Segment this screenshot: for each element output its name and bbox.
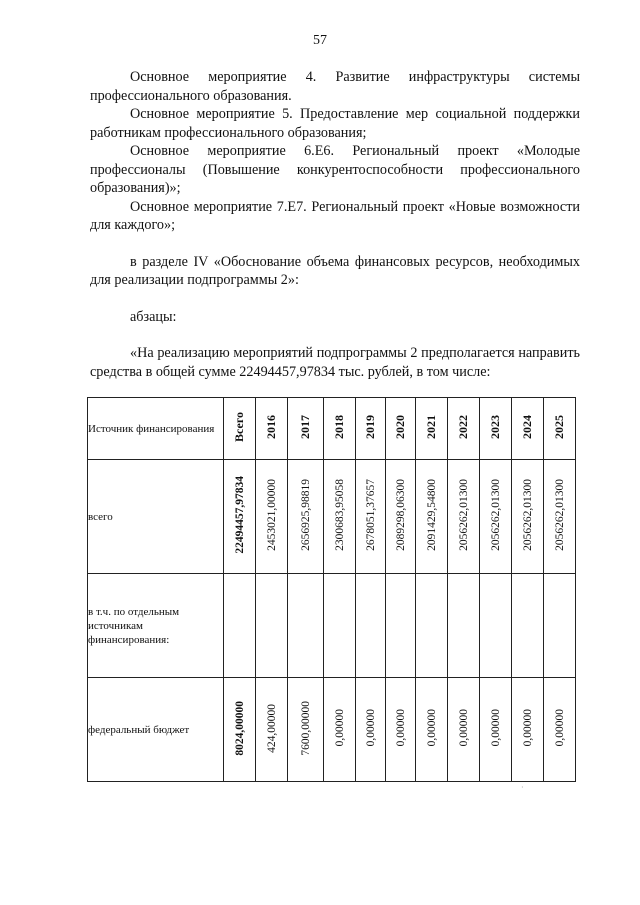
cell-value bbox=[256, 574, 288, 678]
cell-value: 2056262,01300 bbox=[457, 479, 470, 551]
paragraph: Основное мероприятие 6.Е6. Региональный проект «Молодые профессионалы (Повышение конкурентоспособности профессионального образования)»; bbox=[90, 143, 580, 196]
paragraph: в разделе IV «Обоснование объема финансовых ресурсов, необходимых для реализации подпрограммы 2»: bbox=[90, 253, 580, 288]
header-year: 2024 bbox=[520, 415, 534, 439]
cell-value bbox=[512, 574, 544, 678]
header-year: 2016 bbox=[264, 415, 278, 439]
table-row bbox=[88, 460, 576, 574]
cell-value: 2300683,95058 bbox=[333, 479, 346, 551]
cell-value bbox=[288, 574, 324, 678]
cell-value: 0,00000 bbox=[521, 709, 534, 747]
row-label: всего bbox=[88, 460, 224, 574]
header-year: 2021 bbox=[424, 415, 438, 439]
table-header-row bbox=[88, 398, 576, 460]
cell-value: 2056262,01300 bbox=[489, 479, 502, 551]
cell-value: 2453021,00000 bbox=[265, 479, 278, 551]
cell-total: 22494457,97834 bbox=[233, 476, 246, 554]
header-year: 2022 bbox=[456, 415, 470, 439]
cell-value: 2089298,06300 bbox=[394, 479, 407, 551]
cell-value: 424,00000 bbox=[265, 703, 278, 753]
paragraph: Основное мероприятие 7.Е7. Региональный проект «Новые возможности для каждого»; bbox=[90, 198, 580, 233]
header-year: 2020 bbox=[393, 415, 407, 439]
cell-value: 0,00000 bbox=[457, 709, 470, 747]
header-year: 2019 bbox=[363, 415, 377, 439]
paragraph: «На реализацию мероприятий подпрограммы 2 предполагается направить средства в общей сумме 22494457,97834 тыс. рублей, в том числе: bbox=[90, 345, 580, 380]
row-label: в т.ч. по отдельным источникам финансирования: bbox=[88, 574, 224, 678]
cell-value: 2056262,01300 bbox=[521, 479, 534, 551]
row-label: федеральный бюджет bbox=[88, 678, 224, 782]
cell-value: 2656925,98819 bbox=[299, 479, 312, 551]
cell-value bbox=[480, 574, 512, 678]
cell-value: 2056262,01300 bbox=[553, 479, 566, 551]
cell-value bbox=[544, 574, 576, 678]
cell-value bbox=[448, 574, 480, 678]
cell-value: 0,00000 bbox=[333, 709, 346, 747]
cell-value: 0,00000 bbox=[425, 709, 438, 747]
cell-total bbox=[224, 574, 256, 678]
cell-value: 0,00000 bbox=[364, 709, 377, 747]
cell-value bbox=[324, 574, 356, 678]
header-year: 2017 bbox=[298, 415, 312, 439]
header-total: Всего bbox=[232, 412, 246, 442]
paragraph-list bbox=[90, 68, 580, 381]
scan-mark: · bbox=[521, 783, 524, 792]
paragraph: абзацы: bbox=[130, 308, 177, 325]
table-row bbox=[88, 574, 576, 678]
cell-value bbox=[416, 574, 448, 678]
page-number: 57 bbox=[313, 33, 327, 48]
paragraph: Основное мероприятие 4. Развитие инфраструктуры системы профессионального образования. bbox=[90, 69, 580, 104]
cell-value: 0,00000 bbox=[489, 709, 502, 747]
cell-value: 2678051,37657 bbox=[364, 479, 377, 551]
cell-value bbox=[356, 574, 386, 678]
header-year: 2018 bbox=[332, 415, 346, 439]
header-source-label: Источник финансирования bbox=[88, 398, 224, 460]
cell-value: 2091429,54800 bbox=[425, 479, 438, 551]
header-year: 2023 bbox=[488, 415, 502, 439]
paragraph: Основное мероприятие 5. Предоставление мер социальной поддержки работникам профессионального образования; bbox=[90, 106, 580, 141]
financing-table bbox=[87, 397, 576, 782]
cell-value bbox=[386, 574, 416, 678]
table-row bbox=[88, 678, 576, 782]
header-year: 2025 bbox=[552, 415, 566, 439]
cell-value: 0,00000 bbox=[553, 709, 566, 747]
cell-total: 8024,00000 bbox=[233, 700, 246, 756]
cell-value: 7600,00000 bbox=[299, 700, 312, 756]
cell-value: 0,00000 bbox=[394, 709, 407, 747]
